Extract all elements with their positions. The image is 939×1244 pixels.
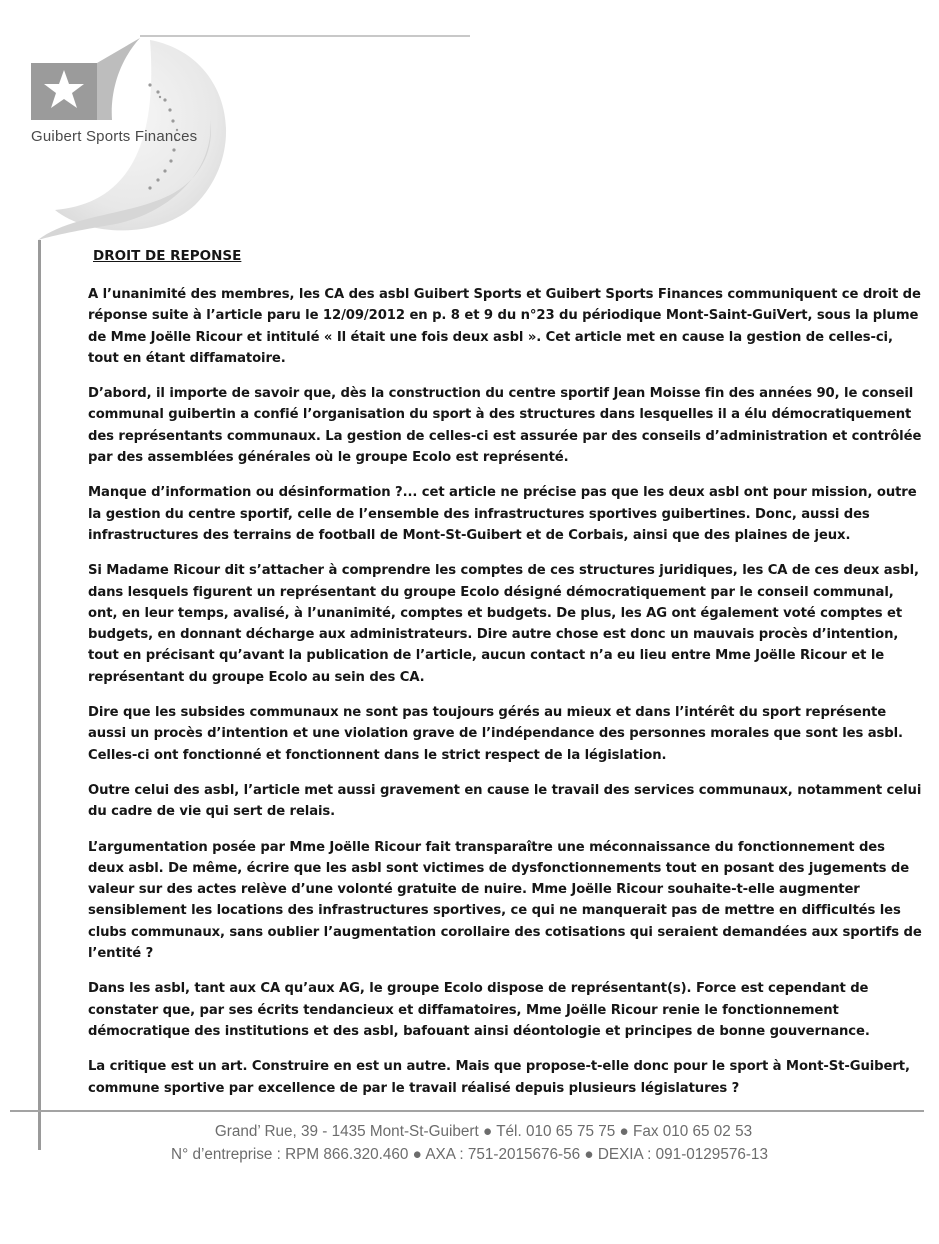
paragraph: Dire que les subsides communaux ne sont pas toujours gérés au mieux et dans l’intérêt du sport représente aussi un procès d’intention et une violation grave de l’indépendance des personnes morales que sont les asbl. Celles-ci ont fonctionné et fonctionnent dans le strict respect de la législation. (88, 705, 903, 763)
paragraph: L’argumentation posée par Mme Joëlle Ricour fait transparaître une méconnaissance du fonctionnement des deux asbl. De même, écrire que les asbl sont victimes de dysfonctionnements tout en posant des jugements de valeur sur des actes relève d’une volonté gratuite de nuire. Mme Joëlle Ricour souhaite-t-elle augmenter sensiblement les locations des infrastructures sportives, ce qui ne manquerait pas de mettre en difficultés les clubs communaux, sans oublier l’augmentation corollaire des cotisations qui seraient demandées aux sportifs de l’entité ? (88, 839, 922, 962)
footer-registration: N° d’entreprise : RPM 866.320.460 ● AXA : 751-2015676-56 ● DEXIA : 091-0129576-13 (171, 1146, 768, 1163)
company-logo (0, 0, 480, 250)
letterhead (0, 0, 480, 250)
paragraph: Si Madame Ricour dit s’attacher à comprendre les comptes de ces structures juridiques, les CA de ces deux asbl, dans lesquels figurent un représentant du groupe Ecolo désigné démocratiquement par le conseil communal, ont, en leur temps, avalisé, à l’unanimité, comptes et budgets. De plus, les AG ont également voté comptes et budgets, en donnant décharge aux administrateurs. Dire autre chose est donc un mauvais procès d’intention, tout en précisant qu’avant la publication de l’article, aucun contact n’a eu lieu entre Mme Joëlle Ricour et le représentant du groupe Ecolo au sein des CA. (88, 563, 919, 685)
paragraph: La critique est un art. Construire en est un autre. Mais que propose-t-elle donc pour le sport à Mont-St-Guibert, commune sportive par excellence de par le travail réalisé depuis plusieurs législatures ? (88, 1059, 910, 1096)
paragraph: D’abord, il importe de savoir que, dès la construction du centre sportif Jean Moisse fin des années 90, le conseil communal guibertin a confié l’organisation du sport à des structures dans lesquelles il a élu démocratiquement des représentants communaux. La gestion de celles-ci est assurée par des conseils d’administration et contrôlée par des assemblées générales où le groupe Ecolo est représenté. (88, 386, 922, 466)
paragraph: Outre celui des asbl, l’article met aussi gravement en cause le travail des services communaux, notamment celui du cadre de vie qui sert de relais. (88, 782, 922, 820)
document-title: DROIT DE REPONSE (93, 248, 242, 264)
paragraph: A l’unanimité des membres, les CA des asbl Guibert Sports et Guibert Sports Finances communiquent ce droit de réponse suite à l’article paru le 12/09/2012 en p. 8 et 9 du n°23 du périodique Mont-Saint-GuiVert, sous la plume de Mme Joëlle Ricour et intitulé « Il était une fois deux asbl ». Cet article met en cause la gestion de celles-ci, tout en étant diffamatoire. (88, 287, 921, 366)
paragraph: Dans les asbl, tant aux CA qu’aux AG, le groupe Ecolo dispose de représentant(s). Force est cependant de constater que, par ses écrits tendancieux et diffamatoires, Mme Joëlle Ricour renie le fonctionnement démocratique des institutions et des asbl, bafouant ainsi déontologie et principes de bonne gouvernance. (88, 981, 870, 1039)
footer-rule (10, 1110, 924, 1112)
company-name: Guibert Sports Finances (31, 128, 198, 145)
paragraph: Manque d’information ou désinformation ?... cet article ne précise pas que les deux asbl ont pour mission, outre la gestion du centre sportif, celle de l’ensemble des infrastructures sportives guibertines. Donc, aussi des infrastructures des terrains de football de Mont-St-Guibert et de Corbais, ainsi que des plaines de jeux. (88, 485, 917, 543)
footer-address: Grand’ Rue, 39 - 1435 Mont-St-Guibert ● Tél. 010 65 75 75 ● Fax 010 65 02 53 (214, 1123, 753, 1140)
left-margin-rule (38, 240, 41, 1150)
footer (0, 1120, 939, 1166)
document-body (88, 284, 924, 1113)
